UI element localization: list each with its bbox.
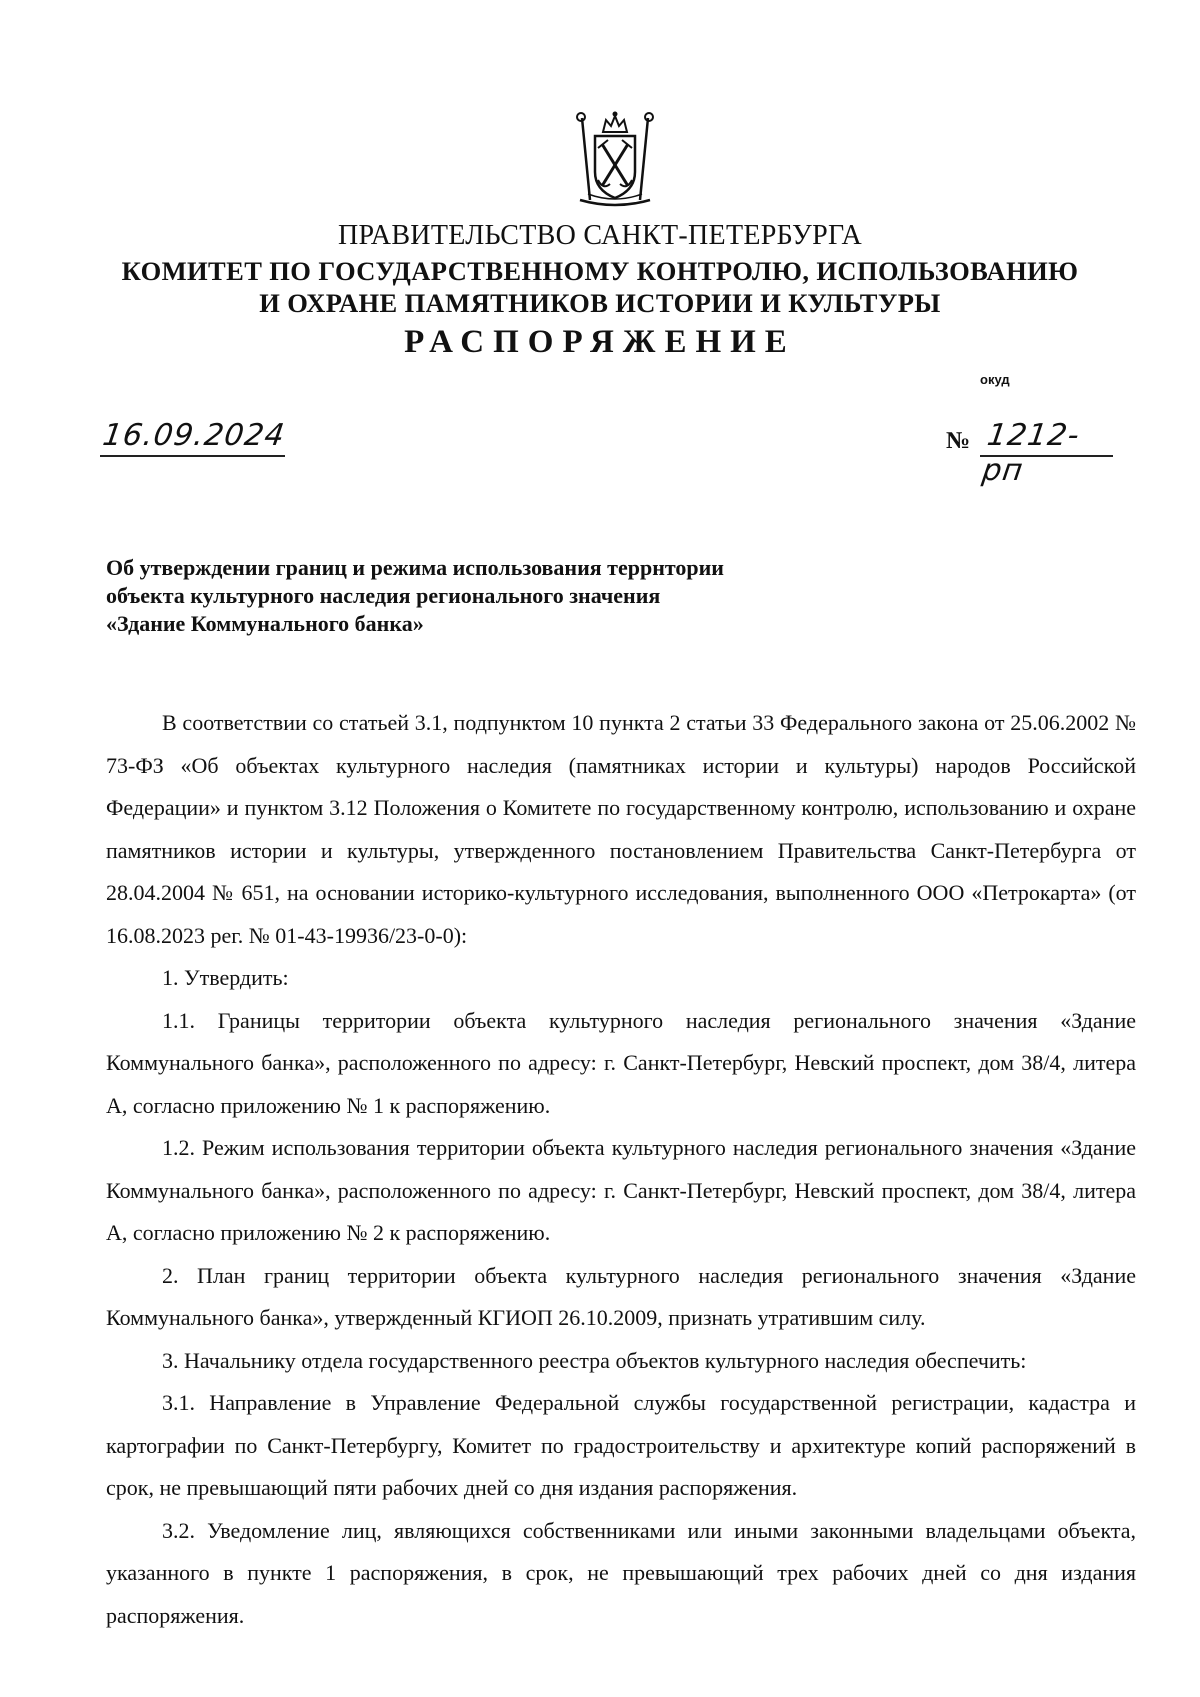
- committee-name: [0, 255, 1200, 319]
- subject-line-3: «Здание Коммунального банка»: [106, 611, 424, 636]
- document-number: 1212-рп: [980, 418, 1083, 488]
- number-underline: [980, 455, 1113, 457]
- document-date: 16.09.2024: [100, 418, 288, 453]
- clause-1-2: 1.2. Режим использования территории объекта культурного наследия регионального значения «Здание Коммунального банка», расположенного по адресу: г. Санкт-Петербург, Невский проспект, дом 38/4, литера А, согласно приложению № 2 к распоряжению.: [106, 1135, 1136, 1245]
- document-subject: [106, 554, 866, 638]
- subject-line-2: объекта культурного наследия регионального значения: [106, 583, 661, 608]
- committee-name-line-1: КОМИТЕТ ПО ГОСУДАРСТВЕННОМУ КОНТРОЛЮ, ИСПОЛЬЗОВАНИЮ: [121, 256, 1079, 286]
- document-body: [106, 702, 1136, 1637]
- okud-label: окуд: [980, 372, 1010, 387]
- government-title: ПРАВИТЕЛЬСТВО САНКТ-ПЕТЕРБУРГА: [338, 220, 862, 251]
- clause-3: 3. Начальнику отдела государственного реестра объектов культурного наследия обеспечить:: [162, 1347, 1027, 1373]
- date-underline: [100, 455, 285, 457]
- clause-1: 1. Утвердить:: [162, 965, 289, 990]
- clause-3-2: 3.2. Уведомление лиц, являющихся собственниками или иными законными владельцами объекта, указанного в пункте 1 распоряжения, в срок, не превышающий трех рабочих дней со дня издания распоряжения.: [106, 1517, 1136, 1628]
- clause-3-1: 3.1. Направление в Управление Федеральной службы государственной регистрации, кадастра и картографии по Санкт-Петербургу, Комитет по градостроительству и архитектуре копий распоряжений в срок, не превышающий пяти рабочих дней со дня издания распоряжения.: [106, 1390, 1136, 1500]
- subject-line-1: Об утверждении границ и режима использования террнтории: [106, 555, 724, 580]
- number-sign: №: [946, 428, 971, 454]
- committee-name-line-2: И ОХРАНЕ ПАМЯТНИКОВ ИСТОРИИ И КУЛЬТУРЫ: [259, 288, 941, 318]
- preamble-paragraph: В соответствии со статьей 3.1, подпунктом 10 пункта 2 статьи 33 Федерального закона от 25.06.2002 № 73-ФЗ «Об объектах культурного наследия (памятниках истории и культуры) народов Российской Федерации» и пунктом 3.12 Положения о Комитете по государственному контролю, использованию и охране памятников истории и культуры, утвержденного постановлением Правительства Санкт-Петербурга от 28.04.2004 № 651, на основании историко-культурного исследования, выполненного ООО «Петрокарта» (от 16.08.2023 рег. № 01-43-19936/23-0-0):: [106, 710, 1136, 948]
- saint-petersburg-coat-of-arms-icon: [570, 110, 660, 210]
- clause-2: 2. План границ территории объекта культурного наследия регионального значения «Здание Коммунального банка», утвержденный КГИОП 26.10.2009, признать утратившим силу.: [106, 1262, 1136, 1330]
- clause-1-1: 1.1. Границы территории объекта культурного наследия регионального значения «Здание Коммунального банка», расположенного по адресу: г. Санкт-Петербург, Невский проспект, дом 38/4, литера А, согласно приложению № 1 к распоряжению.: [106, 1007, 1136, 1118]
- document-type-title: РАСПОРЯЖЕНИЕ: [404, 324, 796, 360]
